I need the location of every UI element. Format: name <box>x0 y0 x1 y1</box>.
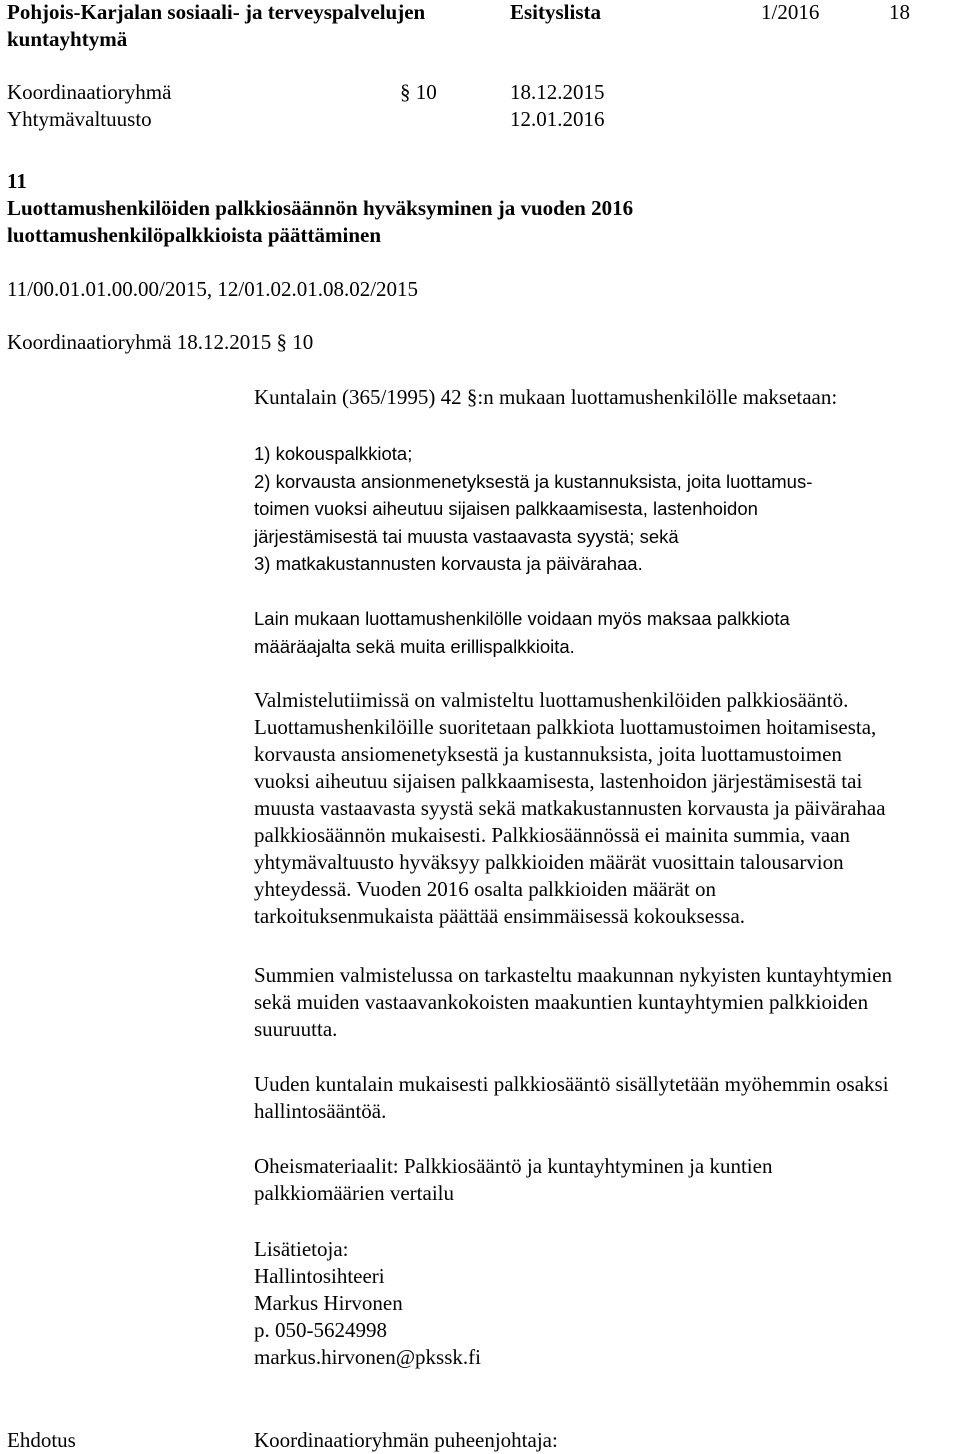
attachments-paragraph: Oheismateriaalit: Palkkiosääntö ja kuntayhtyminen ja kuntien palkkiomäärien vertailu <box>254 1154 773 1205</box>
item-number: 11 <box>7 169 27 193</box>
intro-paragraph: Kuntalain (365/1995) 42 §:n mukaan luottamushenkilölle maksetaan: <box>254 385 838 409</box>
contact-label: Lisätietoja: <box>254 1237 349 1261</box>
chair-label: Koordinaatioryhmän puheenjohtaja: <box>254 1428 558 1452</box>
preparation-paragraph: Valmistelutiimissä on valmisteltu luottamushenkilöiden palkkiosääntö. Luottamushenkilöille suoritetaan palkkiota luottamustoimen hoitamisesta, korvausta ansiomenetyksestä ja kustannuksista, joita luottamustoimen vuoksi aiheutuu sijaisen palkkaamisesta, lastenhoidon järjestämisestä tai muusta vastaavasta syystä sekä matkakustannusten korvausta ja päivärahaa palkkiosäännön mukaisesti. Palkkiosäännössä ei mainita summia, vaan yhtymävaltuusto hyväksyy palkkioiden määrät vuosittain talousarvion yhteydessä. Vuoden 2016 osalta palkkioiden määrät on tarkoituksenmukaista päättää ensimmäisessä kokouksessa. <box>254 688 886 928</box>
contact-name: Markus Hirvonen <box>254 1291 403 1315</box>
meeting-date: 12.01.2016 <box>510 107 605 131</box>
proposal-label: Ehdotus <box>7 1428 76 1452</box>
meeting-date: 18.12.2015 <box>510 80 605 104</box>
reference-numbers: 11/00.01.01.00.00/2015, 12/01.02.01.08.02/2015 <box>7 277 419 301</box>
new-law-paragraph: Uuden kuntalain mukaisesti palkkiosääntö sisällytetään myöhemmin osaksi hallintosääntöä. <box>254 1072 889 1123</box>
organization-name-line1: Pohjois-Karjalan sosiaali- ja terveyspalvelujen <box>7 0 426 24</box>
sums-paragraph: Summien valmistelussa on tarkasteltu maakunnan nykyisten kuntayhtymien sekä muiden vastaavankokoisten maakuntien kuntayhtymien palkkioiden suuruutta. <box>254 963 893 1041</box>
meeting-body: Koordinaatioryhmä <box>7 80 172 104</box>
organization-name-line2: kuntayhtymä <box>7 27 128 51</box>
contact-phone: p. 050-5624998 <box>254 1318 387 1342</box>
page-number: 18 <box>889 0 910 24</box>
meeting-section: § 10 <box>400 80 437 104</box>
document-type: Esityslista <box>510 0 602 24</box>
contact-email: markus.hirvonen@pkssk.fi <box>254 1345 481 1369</box>
preparation-reference: Koordinaatioryhmä 18.12.2015 § 10 <box>7 330 314 354</box>
payment-list: 1) kokouspalkkiota; 2) korvausta ansionmenetyksestä ja kustannuksista, joita luottamus- toimen vuoksi aiheutuu sijaisen palkkaamisesta, lastenhoidon järjestämisestä tai muusta vastaavasta syystä; sekä 3) matkakustannusten korvausta ja päivärahaa. <box>254 443 813 574</box>
contact-title: Hallintosihteeri <box>254 1264 385 1288</box>
meeting-body: Yhtymävaltuusto <box>7 107 152 131</box>
item-title-line1: Luottamushenkilöiden palkkiosäännön hyväksyminen ja vuoden 2016 <box>7 196 634 220</box>
item-title-line2: luottamushenkilöpalkkioista päättäminen <box>7 223 382 247</box>
law-paragraph: Lain mukaan luottamushenkilölle voidaan myös maksaa palkkiota määräajalta sekä muita erillispalkkioita. <box>254 608 790 657</box>
document-number: 1/2016 <box>761 0 820 24</box>
